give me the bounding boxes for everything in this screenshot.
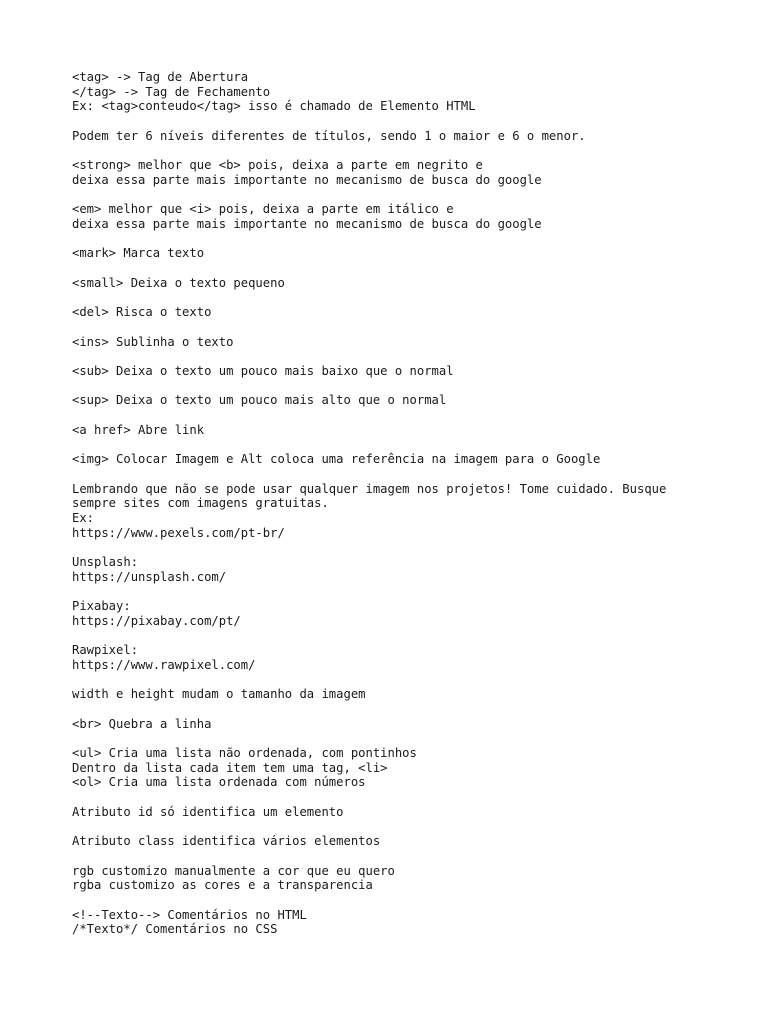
text-line: Ex: <box>72 510 95 525</box>
paragraph-pixabay <box>72 599 712 628</box>
text-line: <ins> Sublinha o texto <box>72 334 234 349</box>
text-line: rgba customizo as cores e a transparencia <box>72 878 373 893</box>
text-line: <!--Texto--> Comentários no HTML <box>72 907 307 922</box>
text-line: Rawpixel: <box>72 643 139 658</box>
paragraph-unsplash <box>72 555 712 584</box>
text-line: /*Texto*/ Comentários no CSS <box>72 922 278 937</box>
paragraph-class <box>72 834 712 849</box>
text-line: <em> melhor que <i> pois, deixa a parte em itálico e <box>72 202 454 217</box>
text-line: <small> Deixa o texto pequeno <box>72 275 285 290</box>
paragraph-br <box>72 717 712 732</box>
paragraph-rgb <box>72 864 712 893</box>
paragraph-strong <box>72 158 712 187</box>
text-line: <tag> -> Tag de Abertura <box>72 70 249 84</box>
document-page <box>72 70 712 952</box>
text-line: <ol> Cria uma lista ordenada com números <box>72 775 366 790</box>
paragraph-del <box>72 305 712 320</box>
paragraph-em <box>72 202 712 231</box>
paragraph-comments <box>72 908 712 937</box>
text-line: sempre sites com imagens gratuitas. <box>72 496 329 511</box>
url-text: https://pixabay.com/pt/ <box>72 613 241 628</box>
url-text: https://www.rawpixel.com/ <box>72 657 256 672</box>
text-line: </tag> -> Tag de Fechamento <box>72 84 271 99</box>
text-line: <sub> Deixa o texto um pouco mais baixo que o normal <box>72 363 454 378</box>
paragraph-rawpixel <box>72 643 712 672</box>
paragraph-mark <box>72 246 712 261</box>
paragraph-width-height <box>72 687 712 702</box>
paragraph-tags <box>72 70 712 114</box>
text-line: Ex: <tag>conteudo</tag> isso é chamado de Elemento HTML <box>72 99 476 114</box>
text-line: <br> Quebra a linha <box>72 716 212 731</box>
text-line: Unsplash: <box>72 555 139 569</box>
paragraph-image-sites <box>72 482 712 541</box>
text-line: <sup> Deixa o texto um pouco mais alto que o normal <box>72 393 447 408</box>
text-line: Atributo id só identifica um elemento <box>72 804 344 819</box>
paragraph-headings <box>72 129 712 144</box>
url-text: https://www.pexels.com/pt-br/ <box>72 525 285 540</box>
text-line: Lembrando que não se pode usar qualquer imagem nos projetos! Tome cuidado. Busque <box>72 481 667 496</box>
paragraph-small <box>72 276 712 291</box>
text-line: Atributo class identifica vários elementos <box>72 834 381 849</box>
text-line: <mark> Marca texto <box>72 246 205 261</box>
text-line: Pixabay: <box>72 599 131 614</box>
paragraph-a-href <box>72 423 712 438</box>
text-line: Podem ter 6 níveis diferentes de títulos, sendo 1 o maior e 6 o menor. <box>72 128 586 143</box>
paragraph-sub <box>72 364 712 379</box>
text-line: width e height mudam o tamanho da imagem <box>72 687 366 702</box>
paragraph-lists <box>72 746 712 790</box>
text-line: <strong> melhor que <b> pois, deixa a parte em negrito e <box>72 158 483 173</box>
text-line: <a href> Abre link <box>72 422 205 437</box>
paragraph-ins <box>72 335 712 350</box>
text-line: rgb customizo manualmente a cor que eu quero <box>72 863 395 878</box>
text-line: deixa essa parte mais importante no mecanismo de busca do google <box>72 172 542 187</box>
text-line: deixa essa parte mais importante no mecanismo de busca do google <box>72 216 542 231</box>
url-text: https://unsplash.com/ <box>72 569 227 584</box>
paragraph-sup <box>72 393 712 408</box>
text-line: <del> Risca o texto <box>72 305 212 320</box>
paragraph-img <box>72 452 712 467</box>
text-line: <img> Colocar Imagem e Alt coloca uma referência na imagem para o Google <box>72 452 601 467</box>
text-line: Dentro da lista cada item tem uma tag, <li> <box>72 760 388 775</box>
text-line: <ul> Cria uma lista não ordenada, com pontinhos <box>72 746 417 761</box>
paragraph-id <box>72 805 712 820</box>
